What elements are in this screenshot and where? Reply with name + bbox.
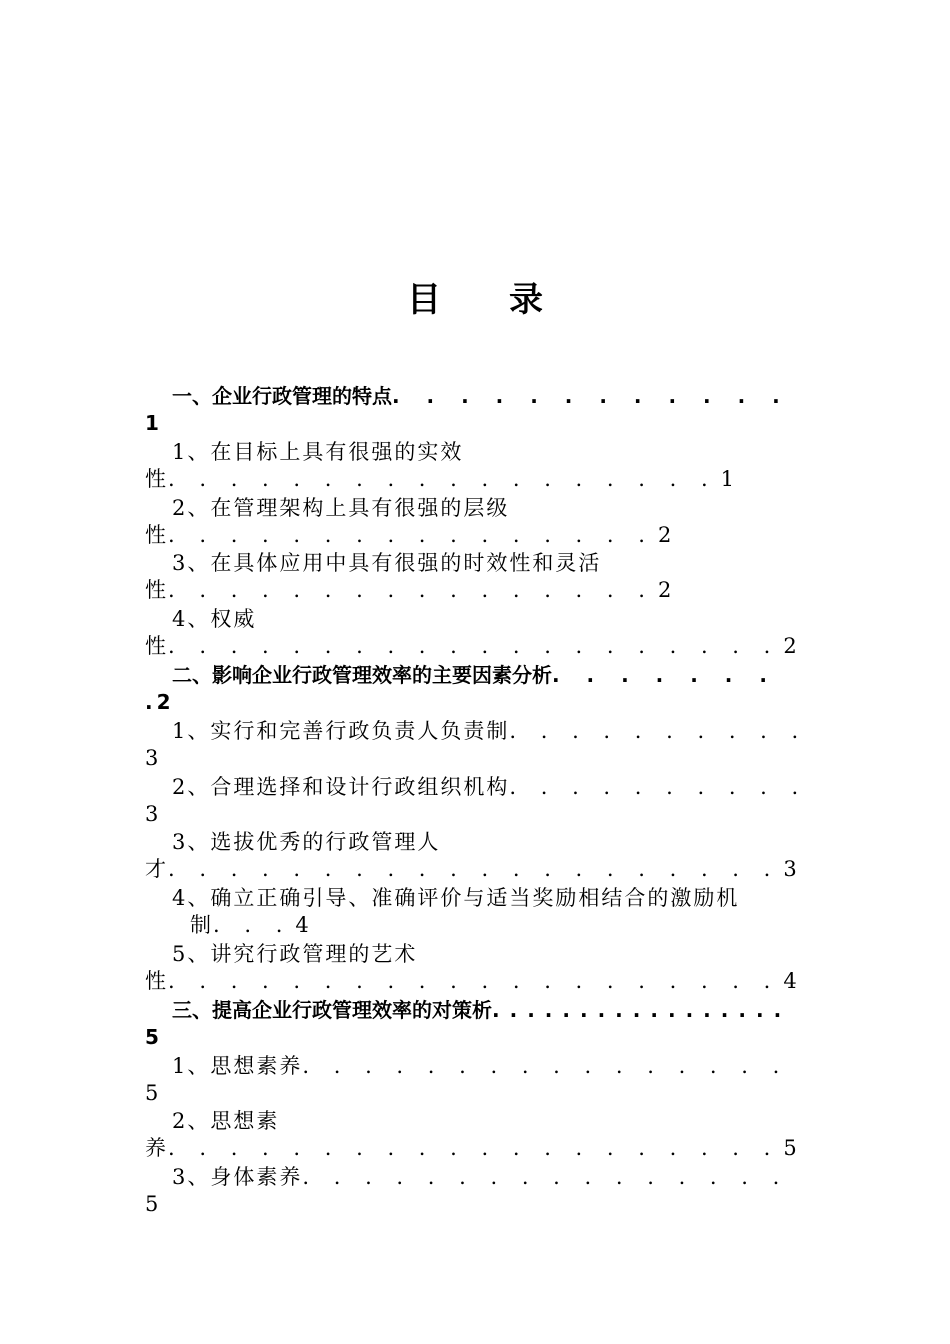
toc-entry-line xyxy=(145,409,159,437)
toc-entry-title-continued: 性 xyxy=(145,466,168,491)
toc-title-char-2: 录 xyxy=(509,280,543,320)
toc-entry-line xyxy=(145,1190,160,1218)
toc-entry-title-continued: 性 xyxy=(145,578,168,603)
toc-title xyxy=(0,272,950,321)
toc-entry-line xyxy=(172,438,463,466)
toc-entry-title-continued: . xyxy=(145,690,153,714)
toc-entry-title: 2、在管理架构上具有很强的层级 xyxy=(172,495,510,520)
toc-entry-line xyxy=(145,465,736,493)
toc-page-number: 3 xyxy=(783,857,799,882)
toc-entry-title-continued: 性 xyxy=(145,522,168,547)
toc-leader-dots: . . . . . . . . . . . . . . . . . . . . xyxy=(168,857,780,882)
toc-entry-line xyxy=(145,800,160,828)
toc-entry-line xyxy=(172,1163,788,1191)
toc-entry-line xyxy=(145,632,799,660)
toc-leader-dots: . . . . . . . . . . . . . . . . . . xyxy=(168,466,717,491)
toc-entry-line xyxy=(172,717,807,745)
toc-entry-title-continued: 性 xyxy=(145,634,168,659)
toc-entry-title-continued: 才 xyxy=(145,857,168,882)
toc-entry-line xyxy=(145,521,673,549)
toc-page-number: 2 xyxy=(657,522,674,547)
toc-entry-title: 3、身体素养 xyxy=(172,1165,303,1190)
toc-entry-title: 1、思想素养 xyxy=(172,1053,303,1078)
toc-page-number: 5 xyxy=(145,1024,159,1049)
toc-entry-line xyxy=(172,1052,788,1080)
toc-entry-line xyxy=(172,884,739,912)
toc-leader-dots: . . . xyxy=(213,913,292,938)
toc-entry-line xyxy=(145,576,673,604)
toc-leader-dots: . . . . . . . . . . . . . . . . . . . . xyxy=(168,969,780,993)
toc-entry-line xyxy=(145,1079,160,1107)
toc-entry-title-continued: 养 xyxy=(145,1136,168,1161)
toc-entry-line xyxy=(172,773,807,801)
toc-page-number: 5 xyxy=(783,1136,799,1161)
toc-page-number: 2 xyxy=(156,690,171,714)
toc-entry-line xyxy=(145,1023,159,1051)
toc-leader-dots: . . . . . . . . . . . . . . . . xyxy=(302,1165,789,1190)
toc-title-char-1: 目 xyxy=(407,280,441,320)
toc-entry-title: 2、思想素 xyxy=(172,1109,280,1134)
toc-entry-line xyxy=(145,967,799,995)
toc-page-number: 4 xyxy=(783,969,799,993)
toc-entry-title: 三、提高企业行政管理效率的对策析 xyxy=(172,997,492,1022)
toc-entry-line xyxy=(172,828,440,856)
toc-entry-line xyxy=(172,1107,279,1135)
toc-leader-dots: . . . . . . . . . . . . . . . . . . . . xyxy=(168,1136,780,1161)
toc-leader-dots: . . . . . . . . . . . . . . . . . . . . xyxy=(168,634,780,659)
toc-page-number: 2 xyxy=(783,634,799,659)
toc-entry-title: 2、合理选择和设计行政组织机构 xyxy=(172,774,510,799)
toc-entry-title: 二、影响企业行政管理效率的主要因素分析 xyxy=(172,663,552,687)
toc-entry-line xyxy=(145,744,160,772)
toc-entry-line xyxy=(145,855,799,883)
toc-entry-line xyxy=(172,605,256,633)
toc-entry-line xyxy=(145,1134,799,1162)
toc-entry-title: 4、权威 xyxy=(172,607,257,632)
toc-page-number: 1 xyxy=(720,466,737,491)
toc-entry-title: 3、在具体应用中具有很强的时效性和灵活 xyxy=(172,551,602,576)
toc-entry-line xyxy=(190,911,311,939)
toc-leader-dots: . . . . . . . . . . . . xyxy=(392,384,790,408)
toc-leader-dots: ................. xyxy=(492,997,792,1022)
toc-page-number: 5 xyxy=(145,1192,161,1217)
toc-page-number: 1 xyxy=(145,411,159,435)
toc-entry-title: 1、实行和完善行政负责人负责制 xyxy=(172,718,510,743)
toc-entry-title: 一、企业行政管理的特点 xyxy=(172,384,392,408)
toc-page-number: 3 xyxy=(145,801,161,826)
toc-entry-line xyxy=(172,382,790,410)
toc-entry-title: 5、讲究行政管理的艺术 xyxy=(172,942,418,966)
toc-entry-line xyxy=(172,661,777,689)
toc-leader-dots: . . . . . . . . . . . . . . . . xyxy=(302,1053,789,1078)
toc-entry-title-continued: 制 xyxy=(190,913,213,938)
toc-leader-dots: . . . . . . . . . . . . . . . . xyxy=(168,578,654,603)
toc-entry-line xyxy=(172,996,791,1024)
toc-leader-dots: . . . . . . . . . . xyxy=(509,718,808,743)
toc-entry-title-continued: 性 xyxy=(145,969,168,993)
toc-page-number: 5 xyxy=(145,1080,161,1105)
toc-leader-dots: . . . . . . . xyxy=(552,663,777,687)
toc-page-number: 2 xyxy=(657,578,674,603)
toc-leader-dots: . . . . . . . . . . xyxy=(509,774,808,799)
toc-page-number: 4 xyxy=(295,913,311,938)
toc-entry-title: 1、在目标上具有很强的实效 xyxy=(172,439,464,464)
toc-entry-title: 3、选拔优秀的行政管理人 xyxy=(172,830,441,855)
toc-entry-title: 4、确立正确引导、准确评价与适当奖励相结合的激励机 xyxy=(172,886,740,911)
toc-leader-dots: . . . . . . . . . . . . . . . . xyxy=(168,522,654,547)
toc-entry-line xyxy=(172,549,601,577)
toc-entry-line xyxy=(145,688,171,716)
toc-entry-line xyxy=(172,940,417,968)
toc-entry-line xyxy=(172,494,509,522)
toc-page-number: 3 xyxy=(145,745,161,770)
